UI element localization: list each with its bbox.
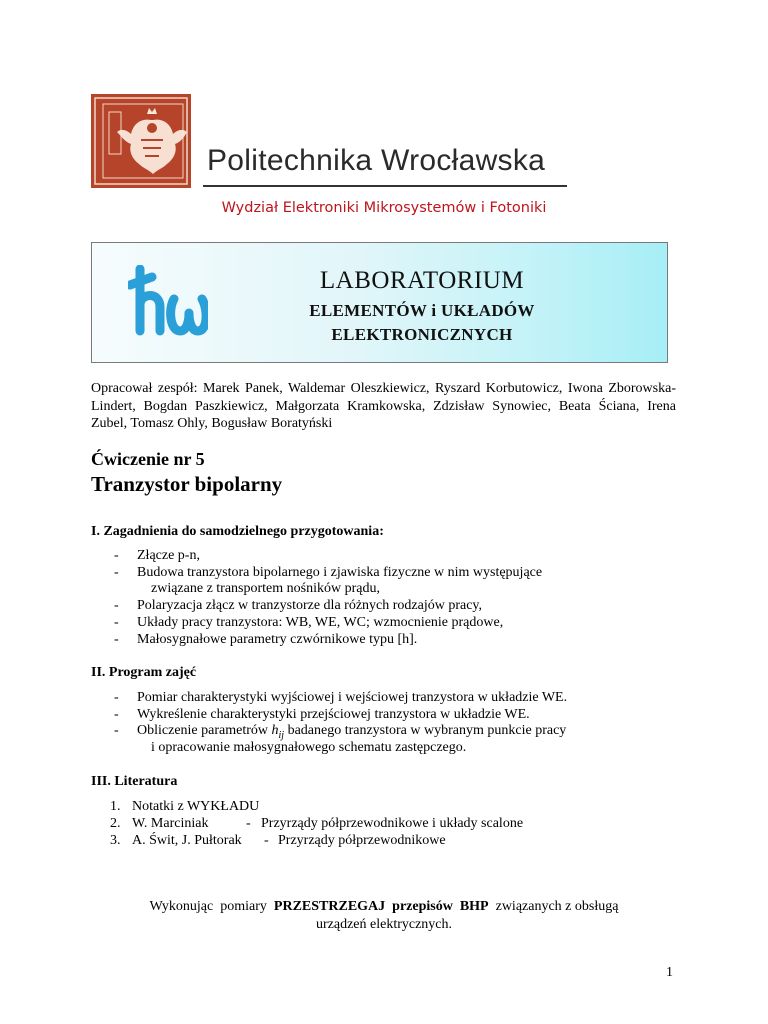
literature-author: W. Marciniak bbox=[132, 816, 209, 831]
exercise-number: Ćwiczenie nr 5 bbox=[91, 449, 205, 469]
list-item-continuation: związane z transportem nośników prądu, bbox=[151, 581, 380, 596]
laboratory-banner bbox=[91, 242, 668, 363]
list-item: Polaryzacja złącz w tranzystorze dla różnych rodzajów pracy, bbox=[137, 598, 483, 613]
list-item: Notatki z WYKŁADU bbox=[132, 799, 260, 814]
safety-note-emphasis: PRZESTRZEGAJ przepisów BHP bbox=[273, 899, 489, 914]
list-item: Pomiar charakterystyki wyjściowej i wejściowej tranzystora w układzie WE. bbox=[137, 690, 568, 705]
section-heading-program: II. Program zajęć bbox=[91, 665, 197, 680]
list-bullet: - bbox=[114, 723, 119, 738]
list-bullet: - bbox=[114, 690, 119, 705]
list-bullet: - bbox=[114, 548, 119, 563]
list-number: 3. bbox=[110, 833, 121, 848]
university-name: Politechnika Wrocławska bbox=[207, 144, 546, 177]
hw-logo-icon bbox=[128, 265, 208, 337]
literature-author: A. Świt, J. Pułtorak bbox=[132, 833, 242, 848]
list-bullet: - bbox=[114, 615, 119, 630]
list-item: Małosygnałowe parametry czwórnikowe typu [h]. bbox=[137, 632, 418, 647]
eagle-crest-icon bbox=[91, 94, 191, 188]
safety-note-line2: urządzeń elektrycznych. bbox=[315, 917, 453, 932]
safety-note bbox=[0, 898, 768, 934]
list-item-continuation: i opracowanie małosygnałowego schematu zastępczego. bbox=[151, 740, 467, 755]
list-item: Wykreślenie charakterystyki przejściowej tranzystora w układzie WE. bbox=[137, 707, 530, 722]
university-underline bbox=[203, 185, 567, 187]
lab-subtitle-line1: ELEMENTÓW i UKŁADÓW bbox=[309, 301, 535, 320]
item-text-before: Obliczenie parametrów bbox=[137, 723, 272, 738]
faculty-name: Wydział Elektroniki Mikrosystemów i Fotoniki bbox=[221, 200, 547, 216]
literature-title: Przyrządy półprzewodnikowe bbox=[278, 833, 446, 848]
section-heading-preparation: I. Zagadnienia do samodzielnego przygotowania: bbox=[91, 524, 384, 539]
list-bullet: - bbox=[114, 598, 119, 613]
h-parameter-symbol: h bbox=[271, 723, 279, 738]
safety-note-line1 bbox=[0, 898, 768, 916]
list-number: 2. bbox=[110, 816, 121, 831]
literature-dash: - bbox=[246, 816, 251, 831]
list-bullet: - bbox=[114, 707, 119, 722]
h-parameter-subscript: ij bbox=[278, 729, 285, 741]
item-text-after: badanego tranzystora w wybranym punkcie pracy bbox=[284, 723, 567, 738]
page-number: 1 bbox=[666, 965, 673, 980]
literature-dash: - bbox=[264, 833, 269, 848]
list-item bbox=[137, 723, 566, 741]
list-number: 1. bbox=[110, 799, 121, 814]
list-bullet: - bbox=[114, 632, 119, 647]
lab-subtitle-line2: ELEKTRONICZNYCH bbox=[331, 325, 513, 344]
university-crest bbox=[91, 94, 191, 188]
list-item: Złącze p-n, bbox=[137, 548, 200, 563]
literature-title: Przyrządy półprzewodnikowe i układy scalone bbox=[261, 816, 524, 831]
exercise-title: Tranzystor bipolarny bbox=[91, 472, 283, 496]
authors-paragraph: Opracował zespół: Marek Panek, Waldemar Oleszkiewicz, Ryszard Korbutowicz, Iwona Zborowska-Lindert, Bogdan Paszkiewicz, Małgorzata Kramkowska, Zdzisław Synowiec, Beata Ściana, Irena Zubel, Tomasz Ohly, Bogusław Boratyński bbox=[91, 381, 676, 431]
list-item: Budowa tranzystora bipolarnego i zjawiska fizyczne w nim występujące bbox=[137, 565, 543, 580]
safety-note-pre: Wykonując pomiary bbox=[149, 899, 274, 914]
safety-note-post: związanych z obsługą bbox=[488, 899, 619, 914]
list-item: Układy pracy tranzystora: WB, WE, WC; wzmocnienie prądowe, bbox=[137, 615, 504, 630]
list-bullet: - bbox=[114, 565, 119, 580]
lab-title: LABORATORIUM bbox=[319, 267, 525, 294]
section-heading-literature: III. Literatura bbox=[91, 774, 178, 789]
